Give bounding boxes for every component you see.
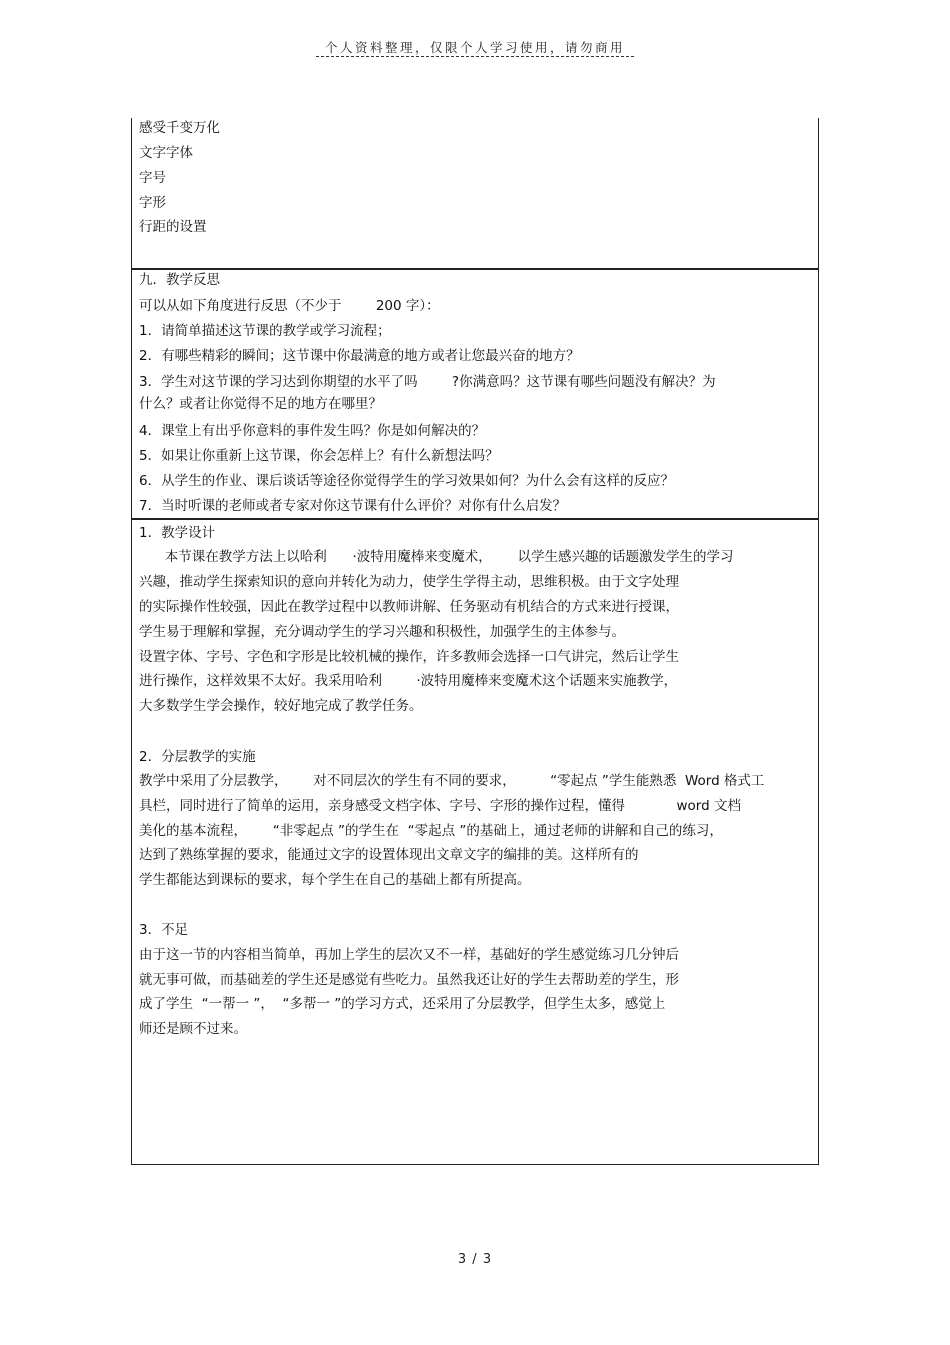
topic-line: 字号 xyxy=(139,170,166,186)
design-heading: 1．教学设计 xyxy=(139,525,216,541)
tiered-paragraph-line: 达到了熟练掌握的要求，能通过文字的设置体现出文章文字的编排的美。这样所有的 xyxy=(139,847,639,863)
topic-line: 文字字体 xyxy=(139,145,193,161)
reflection-intro: 可以从如下角度进行反思（不少于 200 字）： xyxy=(139,298,440,314)
reflection-question: 4．课堂上有出乎你意料的事件发生吗？你是如何解决的？ xyxy=(139,423,486,439)
shortcomings-paragraph-line: 就无事可做，而基础差的学生还是感觉有些吃力。虽然我还让好的学生去帮助差的学生，形 xyxy=(139,972,679,988)
reflection-question: 5．如果让你重新上这节课，你会怎样上？有什么新想法吗？ xyxy=(139,448,499,464)
shortcomings-paragraph-line: 师还是顾不过来。 xyxy=(139,1021,247,1037)
design-paragraph-line: 设置字体、字号、字色和字形是比较机械的操作，许多教师会选择一口气讲完，然后让学生 xyxy=(139,649,679,665)
design-paragraph-line: 进行操作，这样效果不太好。我采用哈利 ·波特用魔棒来变魔术这个话题来实施教学， xyxy=(139,673,678,689)
reflection-question: 什么？或者让你觉得不足的地方在哪里？ xyxy=(139,396,382,412)
tiered-paragraph-line: 具栏，同时进行了简单的运用，亲身感受文档字体、字号、字形的操作过程，懂得 word 文档 xyxy=(139,798,741,814)
reflection-question: 1．请简单描述这节课的教学或学习流程； xyxy=(139,323,391,339)
topic-line: 行距的设置 xyxy=(139,219,207,235)
tiered-paragraph-line: 美化的基本流程， “非零起点 ”的学生在 “零起点 ”的基础上，通过老师的讲解和自己的练习， xyxy=(139,823,723,839)
design-paragraph-line: 兴趣，推动学生探索知识的意向并转化为动力，使学生学得主动，思维积极。由于文字处理 xyxy=(139,574,679,590)
tiered-paragraph-line: 教学中采用了分层教学， 对不同层次的学生有不同的要求， “零起点 ”学生能熟悉 Word 格式工 xyxy=(139,773,765,789)
reflection-question: 7．当时听课的老师或者专家对你这节课有什么评价？对你有什么启发？ xyxy=(139,498,567,514)
shortcomings-paragraph-line: 成了学生 “一帮一 ”， “多帮一 ”的学习方式，还采用了分层教学，但学生太多，感觉上 xyxy=(139,996,666,1012)
design-paragraph-line: 的实际操作性较强，因此在教学过程中以教师讲解、任务驱动有机结合的方式来进行授课， xyxy=(139,599,679,615)
reflection-question: 2．有哪些精彩的瞬间；这节课中你最满意的地方或者让您最兴奋的地方？ xyxy=(139,348,580,364)
reflection-question: 3．学生对这节课的学习达到你期望的水平了吗 ?你满意吗？这节课有哪些问题没有解决？为 xyxy=(139,374,716,390)
header-disclaimer: 个人资料整理，仅限个人学习使用，请勿商用 xyxy=(324,40,625,55)
page-number: 3 / 3 xyxy=(457,1252,493,1267)
reflection-heading: 九．教学反思 xyxy=(139,272,220,288)
design-paragraph-line: 大多数学生学会操作，较好地完成了教学任务。 xyxy=(139,698,423,714)
design-paragraph-line: 学生易于理解和掌握，充分调动学生的学习兴趣和积极性，加强学生的主体参与。 xyxy=(139,624,625,640)
topic-line: 字形 xyxy=(139,195,166,211)
row-divider-1 xyxy=(131,268,819,270)
header-dashed-rule xyxy=(316,56,634,57)
shortcomings-heading: 3．不足 xyxy=(139,922,189,938)
shortcomings-paragraph-line: 由于这一节的内容相当简单，再加上学生的层次又不一样，基础好的学生感觉练习几分钟后 xyxy=(139,947,679,963)
tiered-heading: 2．分层教学的实施 xyxy=(139,749,256,765)
design-paragraph-line: 本节课在教学方法上以哈利 ·波特用魔棒来变魔术， 以学生感兴趣的话题激发学生的学习 xyxy=(139,549,734,565)
tiered-paragraph-line: 学生都能达到课标的要求，每个学生在自己的基础上都有所提高。 xyxy=(139,872,531,888)
row-divider-2 xyxy=(131,518,819,520)
topic-line: 感受千变万化 xyxy=(139,120,220,136)
reflection-question: 6．从学生的作业、课后谈话等途径你觉得学生的学习效果如何？为什么会有这样的反应？ xyxy=(139,473,675,489)
